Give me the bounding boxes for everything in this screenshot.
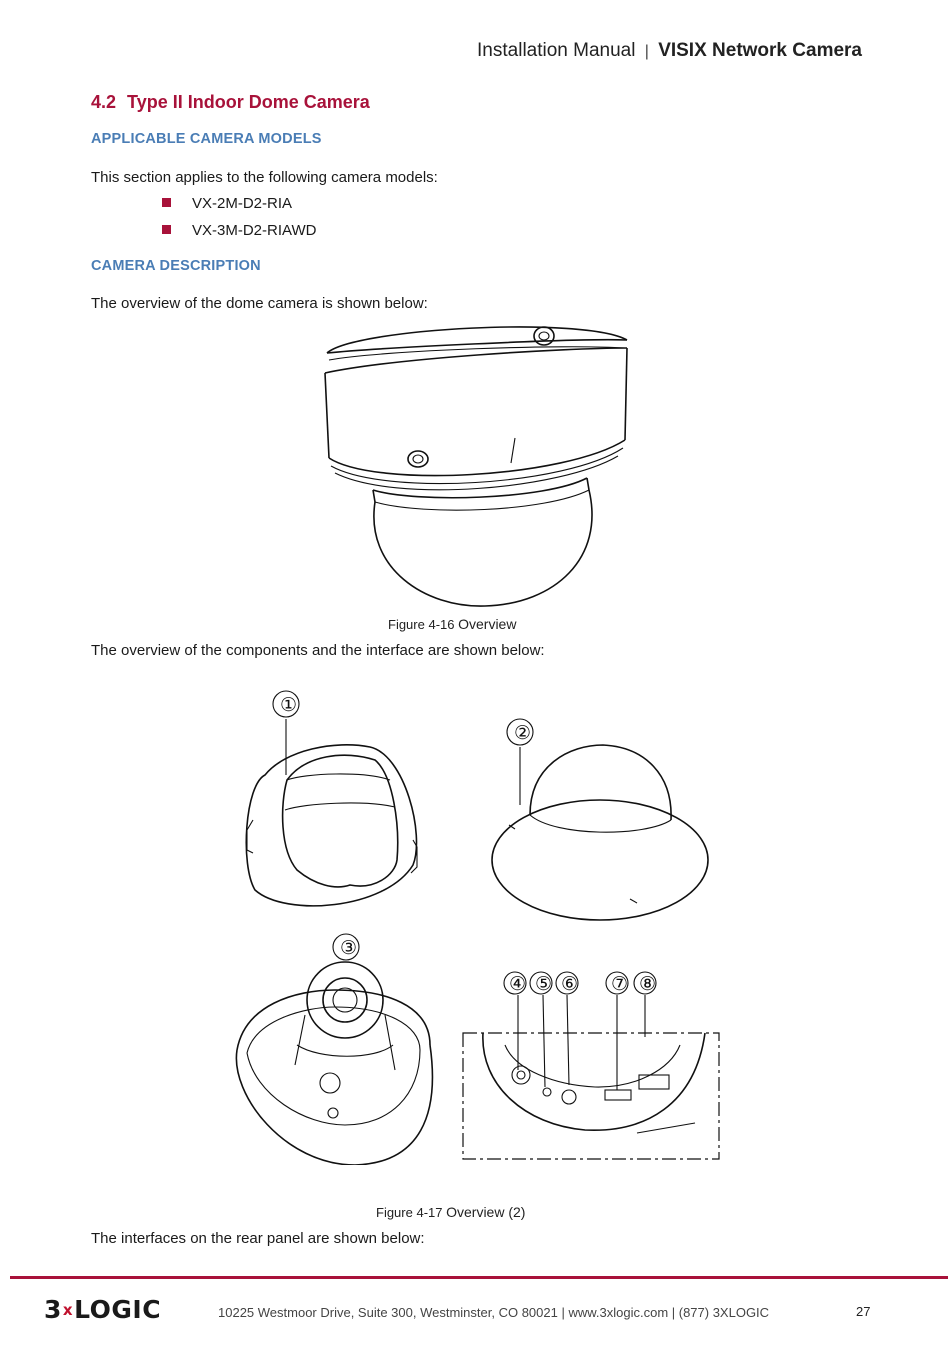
company-logo <box>44 1295 161 1324</box>
components-figure <box>225 685 725 1165</box>
callout-6-label: ⑥ <box>561 973 579 995</box>
page-number: 27 <box>856 1304 871 1319</box>
components-intro: The overview of the components and the interface are shown below: <box>91 642 545 659</box>
applicable-intro: This section applies to the following camera models: <box>91 169 438 186</box>
logo-prefix: 3 <box>44 1295 62 1324</box>
description-intro: The overview of the dome camera is shown below: <box>91 295 428 312</box>
section-title <box>91 92 370 113</box>
figure-label: Figure 4-16 <box>388 617 455 632</box>
logo-x: x <box>62 1301 74 1319</box>
figure-text: Overview (2) <box>446 1204 526 1220</box>
figure-text: Overview <box>458 616 517 632</box>
bullet-square-icon <box>162 225 171 234</box>
running-header <box>477 40 862 62</box>
model-list-item <box>162 222 316 239</box>
callout-7-label: ⑦ <box>611 973 629 995</box>
header-separator: | <box>644 43 649 60</box>
footer-address: 10225 Westmoor Drive, Suite 300, Westminster, CO 80021 | www.3xlogic.com | (877) 3XLOGIC <box>218 1305 770 1320</box>
bullet-square-icon <box>162 198 171 207</box>
dome-camera-figure <box>315 318 635 610</box>
callout-1-label: ① <box>280 694 298 716</box>
figure-4-16-caption <box>388 616 516 632</box>
callout-3-label: ③ <box>340 937 358 959</box>
footer-divider <box>10 1276 948 1279</box>
callout-4-label: ④ <box>509 973 527 995</box>
model-list-item <box>162 195 292 212</box>
section-number: 4.2 <box>91 92 117 112</box>
header-product: VISIX Network Camera <box>658 40 862 61</box>
camera-description-heading: CAMERA DESCRIPTION <box>91 258 261 274</box>
applicable-models-heading: APPLICABLE CAMERA MODELS <box>91 131 322 147</box>
section-title-text: Type II Indoor Dome Camera <box>127 92 370 112</box>
figure-label: Figure 4-17 <box>376 1205 443 1220</box>
logo-suffix: LOGIC <box>74 1295 162 1324</box>
figure-4-17-caption <box>376 1204 525 1220</box>
callout-2-label: ② <box>514 722 532 744</box>
callout-8-label: ⑧ <box>639 973 657 995</box>
header-doc-title: Installation Manual <box>477 40 636 61</box>
model-name: VX-2M-D2-RIA <box>192 195 293 212</box>
callout-5-label: ⑤ <box>535 973 553 995</box>
rear-panel-intro: The interfaces on the rear panel are shown below: <box>91 1230 425 1247</box>
model-name: VX-3M-D2-RIAWD <box>192 222 317 239</box>
